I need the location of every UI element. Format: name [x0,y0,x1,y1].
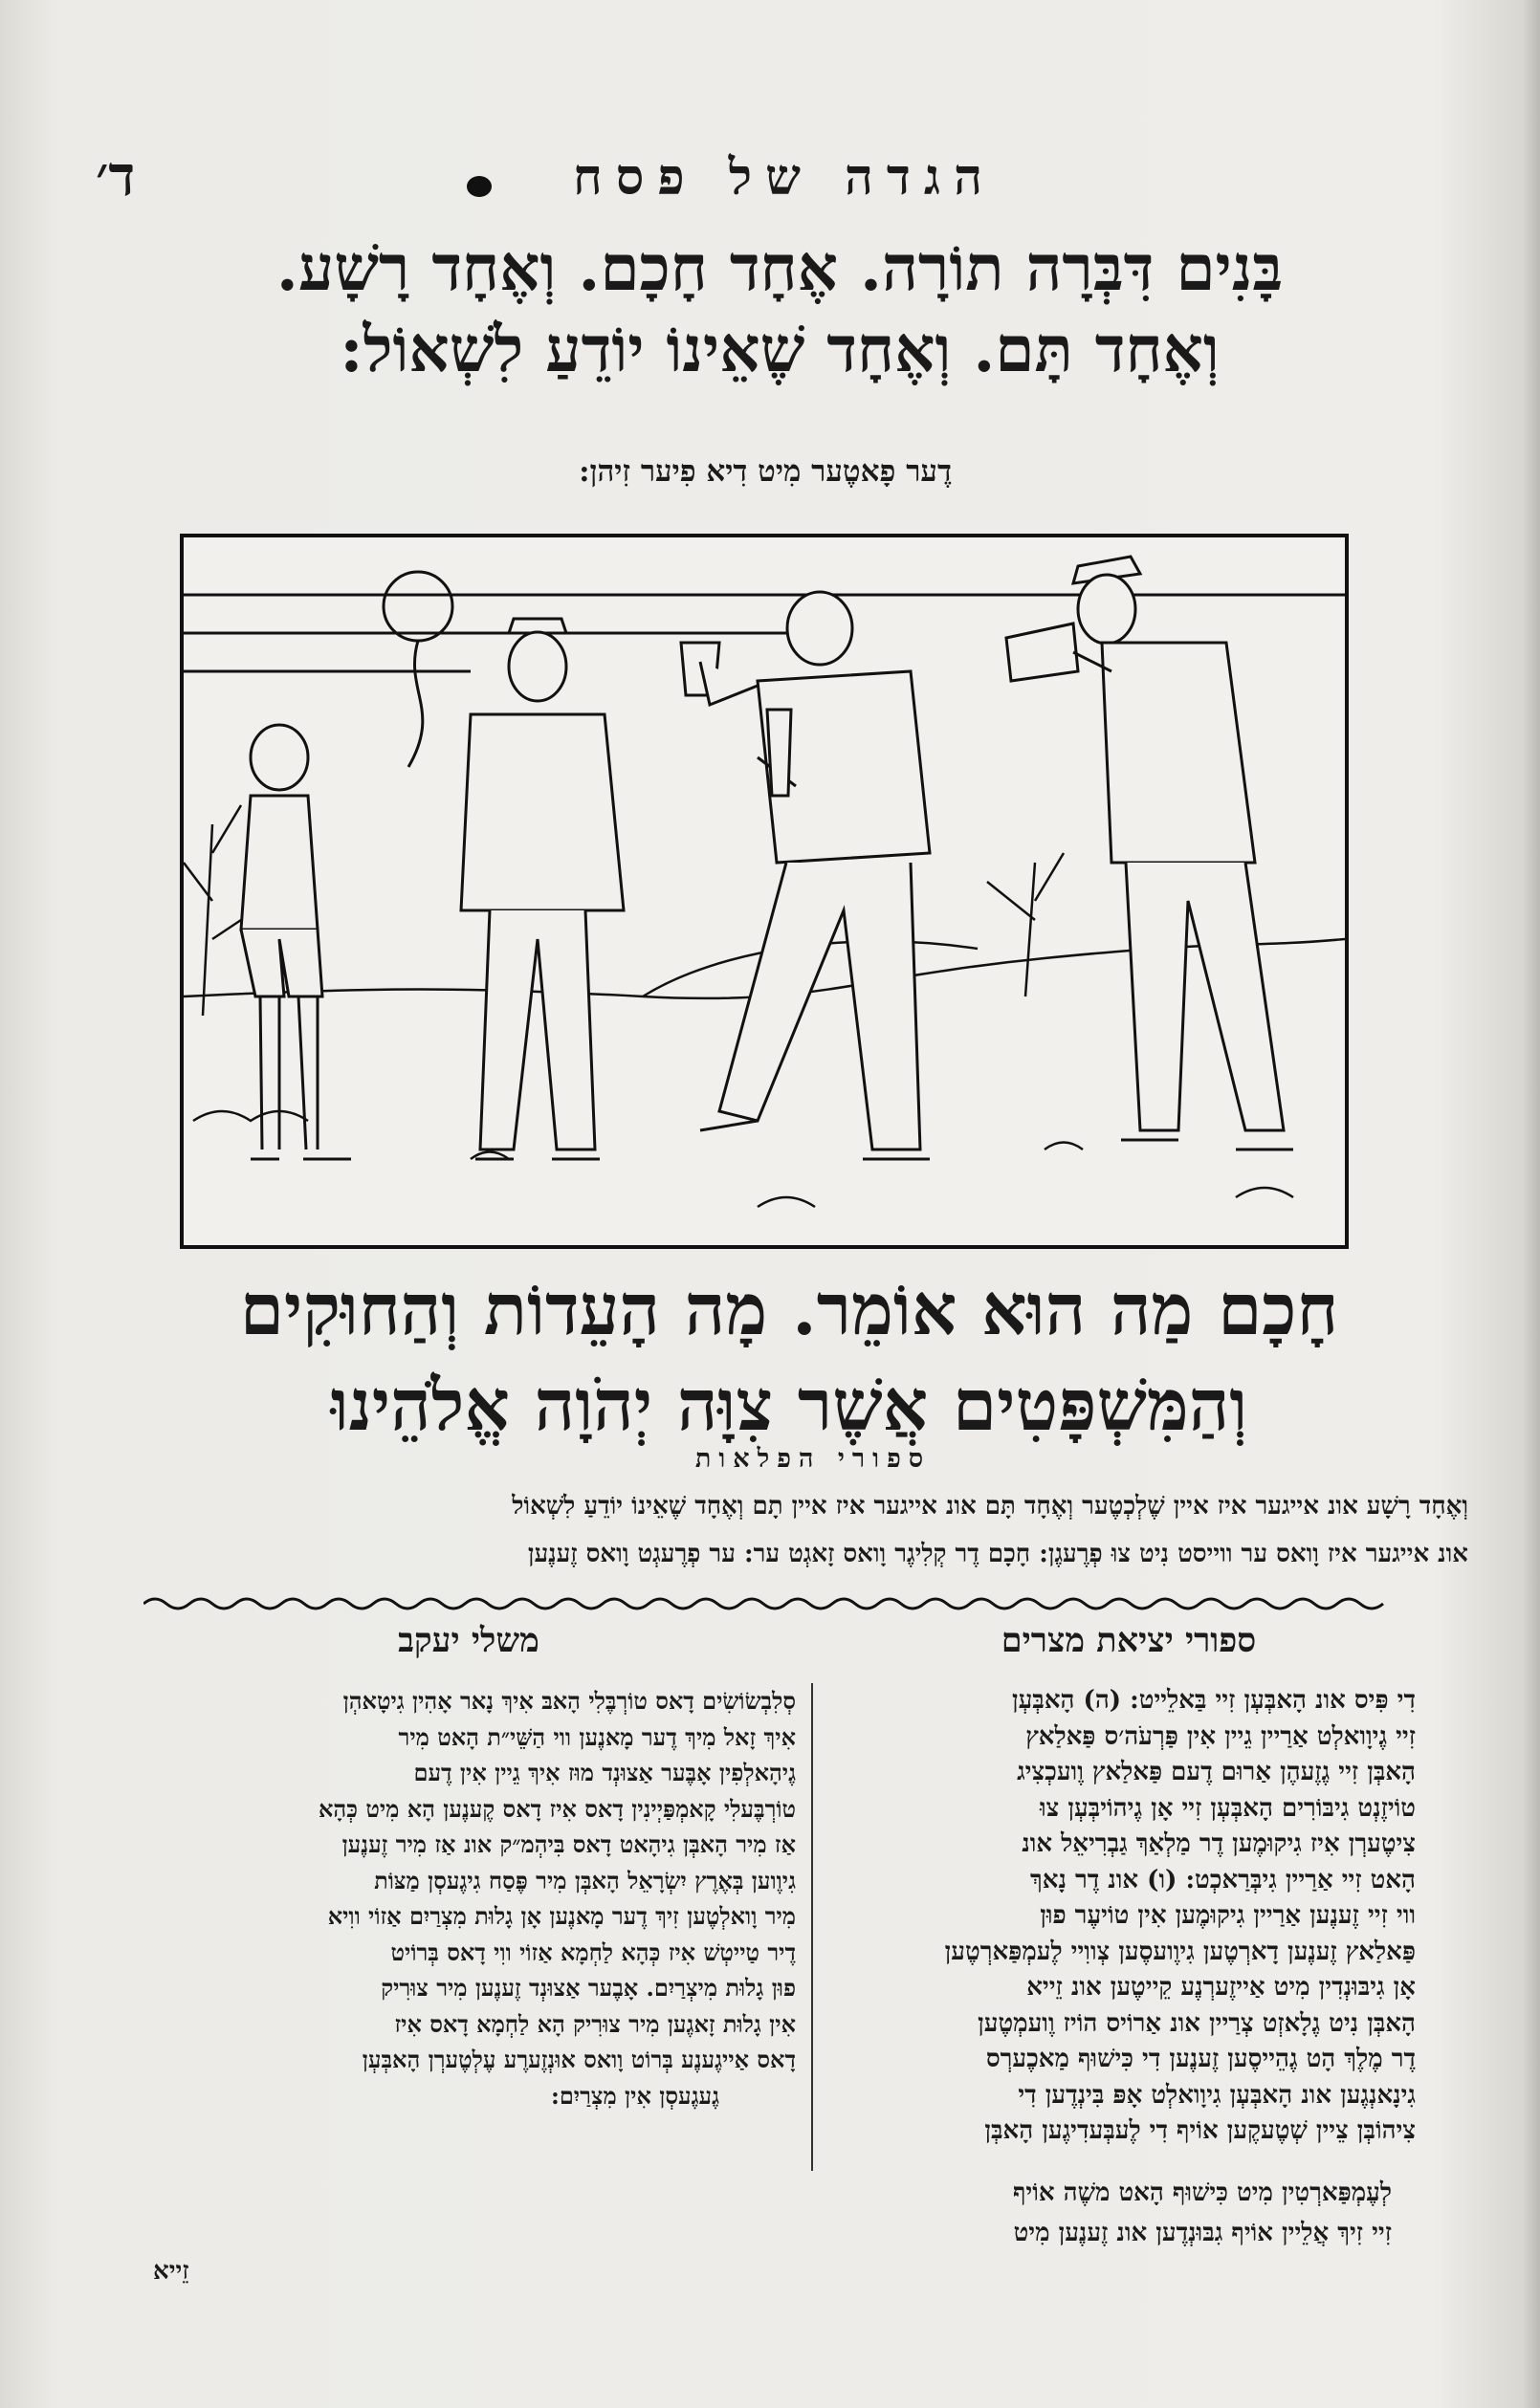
balloon [384,572,452,767]
simple-son-figure [241,725,351,1159]
text-line: מִיר וָואלְטֶען זִיךְ דֶער מָאנֶען אָן גָלוּת מִצְרַיִם אַזוֹי ווִיא [327,1902,796,1930]
text-line: אִיךְ זָאל מִיךְ דֶער מָאנֶען ווי הַשֵּׁי״ת הָאט מִיר [398,1722,796,1751]
column-divider [811,1683,813,2171]
catchword: זֵייא [153,2257,189,2286]
text-line: אָן גִיבּוּנְדִין מִיט אַייזֶערְנֶע קֵייטֶען אונ זֵייא [1026,1973,1416,2002]
text-line: צִיטֶערְן אִיז גִיקוּמֶען דֶר מַלְאַךְ גַבְרִיאֵל אונ [1022,1829,1416,1858]
text-line: פוּן גָלוּת מִיצְרַיִם. אָבֶער אַצוּנְד זֶענֶען מִיר צוּרִיק [381,1974,796,2002]
silent-son-figure [461,619,624,1159]
bottom-line-2: זִיי זִיךְ אֲלֵיין אוֹיף גִבּוּנְדֶען אונ זֶענֶען מִיט [1013,2219,1392,2247]
summary-line-1: וְאֶחָד רָשָׁע אונ אייגער איז איין שֶׁלְכְטֶער וְאֶחָד תָּם אונ אייגער איז איין תָם וְאֶחָד שֶׁאֵינוֹ יוֹדֵעַ לִשְׁאוֹל [512,1492,1468,1521]
text-line: הָאבְּן זִיי גֶזֶעהֶן אַרוּם דֶעם פַּאלַאץ וֶועכְצִיג [1017,1758,1416,1786]
jacob-parables-heading: משלי יעקב [398,1621,539,1660]
text-line: פַּאלַאץ זֶענֶען דָארְטֶען גִיוֶועסֶען צְווִיי לֶעמְפַּארְטֶען [944,1937,1416,1966]
headline-line-2: וְאֶחָד תָּם. וְאֶחָד שֶׁאֵינוֹ יוֹדֵעַ לִשְׁאוֹל: [340,312,1220,386]
bottom-line-1: לְעֶמְפַּארְטִין מִיט כִּישׁוּף הָאט משֶׁה אוֹיף [1012,2178,1392,2207]
exodus-stories-heading: ספורי יציאת מצרים [1001,1621,1257,1660]
text-line: דִי פִּיס אונ הָאבְּעְן זִיי בַּאלֵייט: (ה) הָאבְּעְן [1011,1686,1416,1715]
ornament-dot-icon [467,176,492,197]
page-number: ד׳ [96,143,136,208]
text-line: אִין גָלוּת זָאגֶען מִיר צוּרִיק הָא לַחְמָא דָאס אִיז [394,2009,796,2038]
text-line: דָאס אַייגֶענֶע בְּרוֹט וָואס אוּנְזֶערֶע עֶלְטֶערְן הָאבְּעְן [362,2046,796,2073]
four-sons-illustration [180,534,1349,1249]
text-line: אַז מִיר הָאבְּן גִיהָאט דָאס בִּיהְמ״ק אונ אַז מִיר זֶענֶען [341,1830,796,1858]
headline-line-1: בָּנִים דִּבְּרָה תוֹרָה. אֶחָד חָכָם. וְאֶחָד רָשָׁע. [275,230,1284,305]
text-line: צִיהוֹבְּן צֵיין שְׁטֶעקֶען אוֹיף דִי לֶעבְּעדִיגֶען הָאבְּן [984,2116,1416,2145]
running-title: הגדה של פסח [573,148,996,207]
section-title-line-1: חָכָם מַה הוּא אוֹמֵר. מָה הָעֵדוֹת וְהַחוּקִים [239,1269,1339,1351]
jacob-parables-text [153,1683,796,2113]
wonders-heading: ספורי הפלאות [694,1444,932,1474]
text-line: טוֹיזֶנְט גִיבּוֹרִים הָאבְּעְן זִיי אָן גֶיהוֹיבְּעְן צוּ [1040,1793,1416,1823]
illustration-drawing [184,537,1345,1245]
exodus-stories-text [832,1683,1416,2150]
text-line: סְלִבְשׂוֹשִׂים דָאס טוֹרְבֶּלִי הָאבּ אִיךְ נָאר אָהִין גִיטָאהְן [342,1687,796,1715]
wavy-divider [143,1592,1387,1615]
text-line: ווי זִיי זֶענֶען אַרַיין גִיקוּמֶען אִין טוֹיעֶר פוּן [1040,1901,1416,1930]
text-line: גֶיהָאלְפִין אָבֶּער אַצוּנְד מוּז אִיךְ גֵיין אִין דֶעם [413,1759,796,1786]
text-line: הָאבְּן נִיט גֶלָאזְט צְרַיין אונ אַרוֹיס הוֹיז וֶועמְטֶען [978,2008,1416,2038]
text-line: הָאט זִיי אַרַיין גִיבְּרַאכְט: (ו) אונ דֶר נָאךְ [1030,1865,1416,1894]
text-line: דֶר מֶלֶךְ הָט גֶהֵייסֶען זֶענֶען דִי כִּישׁוּף מַאכֶערְס [985,2045,1416,2073]
text-line: זִיי גֶיוָואלְט אַרַיין גֵיין אִין פַּרְעֹה׳ס פַּאלַאץ [1025,1721,1416,1751]
wicked-son-figure [681,592,930,1159]
text-line: גִיוֶוען בְּאֶרֶץ יִשְׂרָאֵל הָאבְּן מִיר פֶּסַח גִיגֶעסְן מַצּוֹת [374,1866,796,1894]
text-line: טוֹרְבֶּעלִי קָאמְפַּיְינִין דָאס אִיז דָאס קֶענֶען הָא מִיט כְּהָא [319,1794,796,1823]
section-title-line-2: וְהַמִּשְׁפָּטִים אֲשֶׁר צִוָּה יְהֹוָה אֱלֹהֵינוּ [330,1365,1248,1447]
text-line: גֶעגֶעסְן אִין מִצְרַיִם: [550,2081,719,2110]
running-head [96,143,1454,220]
page-edge-shadow [1523,0,1540,2408]
summary-line-2: אונ אייגער איז וָואס ער ווייסט נִיט צוּ פְרֶעגֶן: חָכָם דֶר קְלִיגֶר וָואס זָאגְט ער: ער פְרֶעגְט וָואס זֶענֶען [527,1540,1468,1568]
text-line: דֶיר טַייטְשׁ אִיז כְּהָא לַחְמָא אַזוֹי ווִי דָאס בְּרוֹיט [390,1937,796,1966]
illustration-caption: דֶער פָאטֶער מִיט דִיא פִיער זִיהן: [579,454,952,489]
text-line: גִינָאנְגֶען אונ הָאבְּעְן גִיוָואלְט אָפּ בִּינְדֶען דִי [1018,2080,1416,2110]
wise-son-figure [1006,557,1293,1149]
